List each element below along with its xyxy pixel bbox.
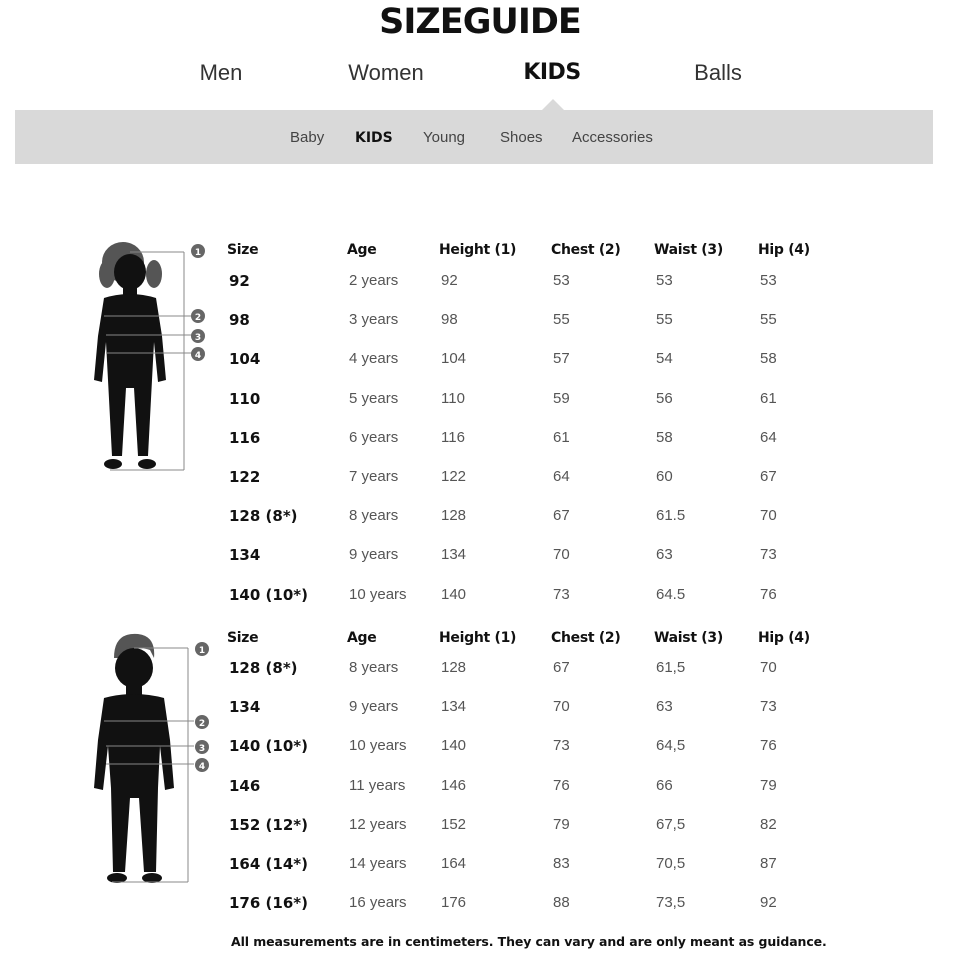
column-header-size: Size (227, 242, 259, 258)
cell-height: 110 (441, 389, 465, 407)
main-tabs (0, 60, 960, 92)
measure-markers (191, 244, 205, 361)
cell-age: 10 years (349, 585, 407, 603)
cell-age: 5 years (349, 389, 399, 407)
cell-age: 10 years (349, 737, 407, 755)
cell-size: 146 (229, 776, 261, 795)
marker-4: 4 (194, 351, 202, 361)
measure-markers (195, 642, 209, 772)
marker-1: 1 (194, 248, 202, 258)
cell-age: 9 years (349, 698, 399, 716)
cell-height: 176 (441, 894, 467, 912)
cell-hip: 76 (760, 737, 777, 755)
cell-height: 152 (441, 815, 467, 833)
sub-navigation (15, 110, 933, 164)
cell-waist: 64.5 (656, 585, 686, 603)
cell-height: 128 (441, 507, 467, 525)
cell-hip: 79 (760, 776, 777, 794)
column-header-size: Size (227, 630, 259, 646)
cell-age: 6 years (349, 428, 399, 446)
cell-height: 140 (441, 585, 467, 603)
cell-chest: 70 (553, 546, 570, 564)
cell-age: 11 years (349, 776, 406, 794)
cell-waist: 53 (656, 272, 673, 289)
cell-height: 140 (441, 737, 467, 755)
cell-age: 9 years (349, 546, 399, 564)
marker-4: 4 (198, 762, 206, 772)
cell-chest: 55 (553, 311, 570, 329)
cell-hip: 87 (760, 855, 777, 872)
cell-chest: 59 (553, 389, 570, 407)
marker-1: 1 (198, 646, 206, 656)
cell-hip: 73 (760, 546, 777, 564)
cell-waist: 63 (656, 546, 673, 564)
cell-age: 12 years (349, 815, 407, 833)
marker-2: 2 (194, 313, 202, 323)
marker-3: 3 (198, 744, 206, 754)
cell-height: 92 (441, 272, 458, 289)
cell-height: 134 (441, 546, 467, 564)
cell-hip: 67 (760, 468, 777, 485)
marker-3: 3 (194, 333, 202, 343)
cell-height: 122 (441, 468, 467, 485)
tab-men[interactable]: Men (199, 60, 243, 85)
cell-hip: 64 (760, 428, 777, 446)
cell-age: 16 years (349, 894, 407, 912)
tab-kids[interactable]: KIDS (523, 60, 581, 85)
subtab-baby[interactable]: Baby (290, 129, 325, 146)
cell-size: 176 (16*) (229, 894, 308, 913)
cell-chest: 70 (553, 698, 570, 716)
tab-balls[interactable]: Balls (694, 60, 742, 85)
boy-silhouette-icon (90, 628, 214, 888)
cell-height: 128 (441, 659, 467, 676)
cell-waist: 73,5 (656, 894, 686, 912)
cell-waist: 67,5 (656, 815, 686, 833)
cell-height: 146 (441, 776, 467, 794)
cell-hip: 70 (760, 659, 777, 676)
cell-hip: 82 (760, 815, 777, 833)
cell-height: 98 (441, 311, 458, 329)
cell-hip: 70 (760, 507, 777, 525)
girl-silhouette-icon (90, 238, 214, 474)
column-header-hip: Hip (4) (758, 242, 810, 258)
cell-waist: 60 (656, 468, 673, 485)
cell-hip: 55 (760, 311, 777, 329)
cell-age: 8 years (349, 507, 399, 525)
cell-size: 140 (10*) (229, 737, 308, 756)
cell-height: 164 (441, 855, 467, 872)
cell-size: 92 (229, 272, 250, 290)
cell-waist: 58 (656, 428, 673, 446)
column-header-chest: Chest (2) (551, 242, 621, 258)
column-header-chest: Chest (2) (551, 630, 621, 646)
cell-size: 122 (229, 468, 261, 486)
cell-size: 134 (229, 698, 261, 717)
cell-age: 4 years (349, 350, 399, 368)
cell-chest: 76 (553, 776, 570, 794)
cell-chest: 57 (553, 350, 570, 368)
cell-hip: 76 (760, 585, 777, 603)
cell-age: 8 years (349, 659, 399, 676)
cell-chest: 73 (553, 585, 570, 603)
cell-waist: 56 (656, 389, 673, 407)
cell-size: 152 (12*) (229, 815, 308, 834)
cell-size: 128 (8*) (229, 507, 298, 526)
cell-size: 140 (10*) (229, 585, 308, 604)
cell-hip: 92 (760, 894, 777, 912)
cell-height: 134 (441, 698, 467, 716)
cell-waist: 61.5 (656, 507, 686, 525)
column-header-waist: Waist (3) (654, 630, 723, 646)
cell-hip: 73 (760, 698, 777, 716)
cell-height: 104 (441, 350, 467, 368)
marker-2: 2 (198, 719, 206, 729)
footnote: All measurements are in centimeters. They can vary and are only meant as guidance. (231, 934, 827, 949)
cell-age: 14 years (349, 855, 407, 872)
cell-chest: 64 (553, 468, 570, 485)
cell-waist: 63 (656, 698, 673, 716)
cell-chest: 83 (553, 855, 570, 872)
cell-waist: 64,5 (656, 737, 686, 755)
column-header-age: Age (347, 630, 377, 646)
cell-age: 3 years (349, 311, 399, 329)
column-header-waist: Waist (3) (654, 242, 723, 258)
cell-size: 134 (229, 546, 261, 565)
cell-hip: 58 (760, 350, 777, 368)
cell-size: 164 (14*) (229, 855, 308, 873)
cell-chest: 73 (553, 737, 570, 755)
subtab-shoes[interactable]: Shoes (500, 129, 543, 146)
cell-size: 104 (229, 350, 261, 369)
cell-height: 116 (441, 428, 465, 446)
cell-chest: 88 (553, 894, 570, 912)
cell-waist: 55 (656, 311, 673, 329)
cell-hip: 61 (760, 389, 777, 407)
cell-waist: 61,5 (656, 659, 686, 676)
column-header-height: Height (1) (439, 242, 517, 258)
cell-waist: 54 (656, 350, 673, 368)
column-header-hip: Hip (4) (758, 630, 810, 646)
cell-chest: 67 (553, 507, 570, 525)
cell-chest: 67 (553, 659, 570, 676)
cell-size: 116 (229, 428, 261, 447)
column-header-height: Height (1) (439, 630, 517, 646)
cell-chest: 79 (553, 815, 570, 833)
tab-women[interactable]: Women (348, 60, 424, 85)
cell-age: 7 years (349, 468, 399, 485)
cell-size: 110 (229, 389, 261, 408)
cell-chest: 53 (553, 272, 570, 289)
cell-waist: 66 (656, 776, 673, 794)
cell-age: 2 years (349, 272, 399, 289)
cell-chest: 61 (553, 428, 570, 446)
column-header-age: Age (347, 242, 377, 258)
subtab-accessories[interactable]: Accessories (572, 129, 653, 146)
page-title: SIZEGUIDE (379, 2, 581, 42)
cell-waist: 70,5 (656, 855, 686, 872)
subtab-kids[interactable]: KIDS (355, 130, 393, 146)
cell-size: 128 (8*) (229, 659, 298, 677)
subtab-young[interactable]: Young (423, 129, 465, 146)
cell-size: 98 (229, 311, 250, 330)
cell-hip: 53 (760, 272, 777, 289)
